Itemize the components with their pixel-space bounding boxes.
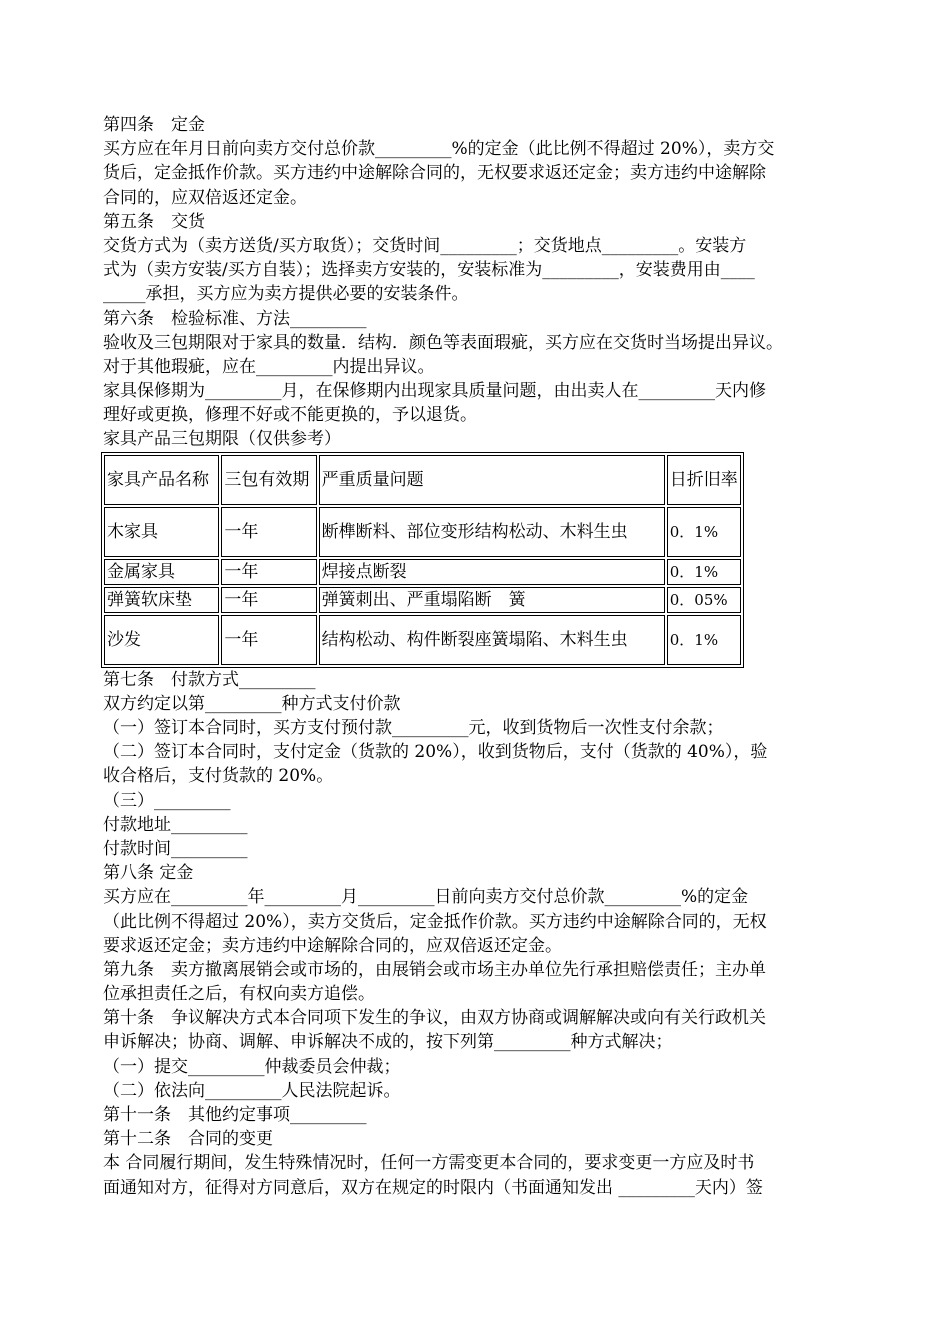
text-line: （二）签订本合同时，支付定金（货款的 20%），收到货物后，支付（货款的 40%），验 bbox=[103, 742, 768, 763]
text-line: 第八条 定金 bbox=[103, 863, 194, 884]
text-line: 付款时间_________ bbox=[103, 838, 248, 859]
header-cell: 日折旧率 bbox=[667, 455, 741, 505]
text-line: 第十一条 其他约定事项_________ bbox=[103, 1105, 367, 1125]
table-cell: 一年 bbox=[221, 559, 316, 585]
table-header-row bbox=[104, 455, 741, 505]
table-cell: 木家具 bbox=[104, 507, 219, 557]
text-block-after-table bbox=[103, 668, 863, 1200]
text-line: 买方应在_________年_________月_________日前向卖方交付总价款_________%的定金 bbox=[103, 887, 749, 908]
table-cell: 0．1% bbox=[667, 507, 741, 557]
text-line: 第四条 定金 bbox=[103, 115, 205, 135]
text-line: 付款地址_________ bbox=[103, 814, 248, 835]
text-line: 交货方式为（卖方送货/买方取货）；交货时间_________；交货地点_________。安装方 bbox=[103, 235, 747, 256]
text-line: 家具产品三包期限（仅供参考） bbox=[103, 429, 341, 450]
text-line: （此比例不得超过 20%），卖方交货后，定金抵作价款。买方违约中途解除合同的，无权 bbox=[103, 911, 767, 932]
header-cell: 三包有效期 bbox=[221, 455, 316, 505]
text-line: 要求返还定金；卖方违约中途解除合同的，应双倍返还定金。 bbox=[103, 935, 562, 956]
table-cell: 0．1% bbox=[667, 615, 741, 665]
text-line: 第九条 卖方撤离展销会或市场的，由展销会或市场主办单位先行承担赔偿责任；主办单 bbox=[103, 959, 766, 980]
text-line: 第十条 争议解决方式本合同项下发生的争议，由双方协商或调解解决或向有关行政机关 bbox=[103, 1008, 766, 1029]
text-line: 收合格后，支付货款的 20%。 bbox=[103, 766, 334, 787]
table-row bbox=[104, 615, 741, 665]
table-row bbox=[104, 559, 741, 585]
text-line: 第七条 付款方式_________ bbox=[103, 669, 316, 690]
text-line: 位承担责任之后，有权向卖方追偿。 bbox=[103, 984, 375, 1005]
text-line: 合同的，应双倍返还定金。 bbox=[103, 187, 307, 208]
table-cell: 结构松动、构件断裂座簧塌陷、木料生虫 bbox=[319, 615, 665, 665]
table-cell: 断榫断料、部位变形结构松动、木料生虫 bbox=[319, 507, 665, 557]
text-line: 对于其他瑕疵，应在_________内提出异议。 bbox=[103, 356, 435, 377]
warranty-table bbox=[101, 452, 744, 668]
text-line: （一）提交_________仲裁委员会仲裁； bbox=[103, 1056, 401, 1077]
table-cell: 0．05% bbox=[667, 587, 741, 613]
text-line: （二）依法向_________人民法院起诉。 bbox=[103, 1080, 401, 1101]
document-page bbox=[103, 113, 863, 1200]
table-row bbox=[104, 507, 741, 557]
text-line: 本 合同履行期间，发生特殊情况时，任何一方需变更本合同的，要求变更一方应及时书 bbox=[103, 1153, 755, 1174]
table-cell: 一年 bbox=[221, 615, 316, 665]
table-cell: 一年 bbox=[221, 587, 316, 613]
header-cell: 严重质量问题 bbox=[319, 455, 665, 505]
table-cell: 一年 bbox=[221, 507, 316, 557]
text-line: 申诉解决；协商、调解、申诉解决不成的，按下列第_________种方式解决； bbox=[103, 1032, 673, 1053]
text-line: 双方约定以第_________种方式支付价款 bbox=[103, 693, 401, 714]
text-line: _____承担，买方应为卖方提供必要的安装条件。 bbox=[103, 284, 469, 305]
table-cell: 金属家具 bbox=[104, 559, 219, 585]
table-cell: 沙发 bbox=[104, 615, 219, 665]
table-cell: 弹簧软床垫 bbox=[104, 587, 219, 613]
table-cell: 弹簧刺出、严重塌陷断 簧 bbox=[319, 587, 665, 613]
text-line: 家具保修期为_________月，在保修期内出现家具质量问题，由出卖人在_________天内修 bbox=[103, 381, 766, 402]
text-line: 验收及三包期限对于家具的数量．结构．颜色等表面瑕疵，买方应在交货时当场提出异议。 bbox=[103, 332, 783, 353]
text-line: 第十二条 合同的变更 bbox=[103, 1129, 273, 1150]
table-row bbox=[104, 587, 741, 613]
text-line: 理好或更换，修理不好或不能更换的，予以退货。 bbox=[103, 405, 477, 426]
text-block-before-table bbox=[103, 113, 863, 452]
table-cell: 0．1% bbox=[667, 559, 741, 585]
table-cell: 焊接点断裂 bbox=[319, 559, 665, 585]
text-line: 式为（卖方安装/买方自装）；选择卖方安装的，安装标准为_________，安装费用由____ bbox=[103, 260, 755, 281]
text-line: 第六条 检验标准、方法_________ bbox=[103, 308, 367, 329]
text-line: 面通知对方，征得对方同意后，双方在规定的时限内（书面通知发出 _________天内）签 bbox=[103, 1177, 763, 1198]
text-line: 货后，定金抵作价款。买方违约中途解除合同的，无权要求返还定金；卖方违约中途解除 bbox=[103, 163, 766, 184]
text-line: （三）_________ bbox=[103, 790, 231, 811]
text-line: 第五条 交货 bbox=[103, 211, 205, 232]
header-cell: 家具产品名称 bbox=[104, 455, 219, 505]
text-line: 买方应在年月日前向卖方交付总价款_________%的定金（此比例不得超过 20%），卖方交 bbox=[103, 139, 775, 160]
text-line: （一）签订本合同时，买方支付预付款_________元，收到货物后一次性支付余款； bbox=[103, 718, 724, 738]
